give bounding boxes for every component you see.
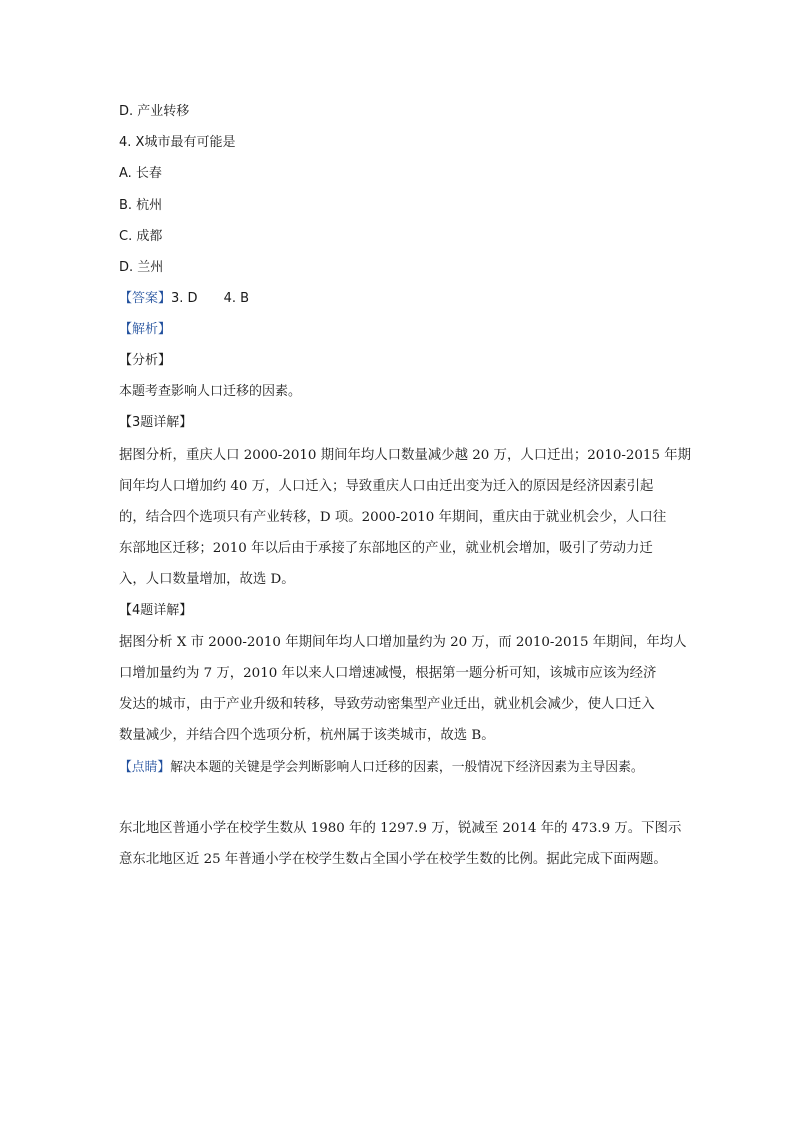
q4-detail-label: 【4题详解】 — [119, 603, 193, 618]
q4-detail-line: 发达的城市，由于产业升级和转移，导致劳动密集型产业迁出，就业机会减少，使人口迁入 — [119, 697, 655, 712]
q3-detail-paragraph — [119, 440, 692, 595]
q4-option-b: B. 杭州 — [119, 198, 163, 213]
answer-q3: 3. D — [171, 291, 198, 306]
q3-detail-line: 据图分析，重庆人口 2000-2010 期间年均人口数量减少越 20 万，人口迁出；2010-2015 年期 — [119, 448, 692, 463]
q4-option-c: C. 成都 — [119, 229, 163, 244]
next-material-paragraph — [119, 813, 689, 875]
q4-detail-line: 数量减少，并结合四个选项分析，杭州属于该类城市，故选 B。 — [119, 728, 495, 743]
answer-line — [119, 291, 249, 307]
answer-q4: 4. B — [223, 291, 250, 306]
material-line: 东北地区普通小学在校学生数从 1980 年的 1297.9 万，锐减至 2014 年的 473.9 万。下图示 — [119, 821, 682, 836]
fenxi-text: 本题考查影响人口迁移的因素。 — [119, 384, 302, 399]
dianjing-line — [119, 760, 644, 776]
q3-detail-line: 入，人口数量增加，故选 D。 — [119, 572, 295, 587]
q3-option-d: D. 产业转移 — [119, 104, 190, 119]
analysis-label: 【解析】 — [119, 322, 172, 337]
q4-detail-line: 口增加量约为 7 万，2010 年以来人口增速减慢，根据第一题分析可知，该城市应该为经济 — [119, 666, 657, 681]
answer-label: 【答案】 — [119, 291, 172, 306]
q4-option-a: A. 长春 — [119, 166, 162, 181]
q4-detail-paragraph — [119, 627, 689, 751]
q3-detail-line: 东部地区迁移；2010 年以后由于承接了东部地区的产业，就业机会增加，吸引了劳动力迁 — [119, 541, 653, 556]
q4-option-d: D. 兰州 — [119, 260, 164, 275]
q3-detail-line: 间年均人口增加约 40 万，人口迁入；导致重庆人口由迁出变为迁入的原因是经济因素引起 — [119, 479, 654, 494]
fenxi-label: 【分析】 — [119, 353, 172, 368]
q4-question: 4. X城市最有可能是 — [119, 135, 236, 150]
dianjing-text: 解决本题的关键是学会判断影响人口迁移的因素，一般情况下经济因素为主导因素。 — [170, 760, 644, 775]
q3-detail-line: 的，结合四个选项只有产业转移，D 项。2000-2010 年期间，重庆由于就业机会少，人口往 — [119, 510, 667, 525]
q3-detail-label: 【3题详解】 — [119, 415, 193, 430]
dianjing-label: 【点睛】 — [119, 760, 171, 775]
material-line: 意东北地区近 25 年普通小学在校学生数占全国小学在校学生数的比例。据此完成下面两题。 — [119, 852, 667, 867]
q4-detail-line: 据图分析 X 市 2000-2010 年期间年均人口增加量约为 20 万，而 2010-2015 年期间，年均人 — [119, 635, 687, 650]
